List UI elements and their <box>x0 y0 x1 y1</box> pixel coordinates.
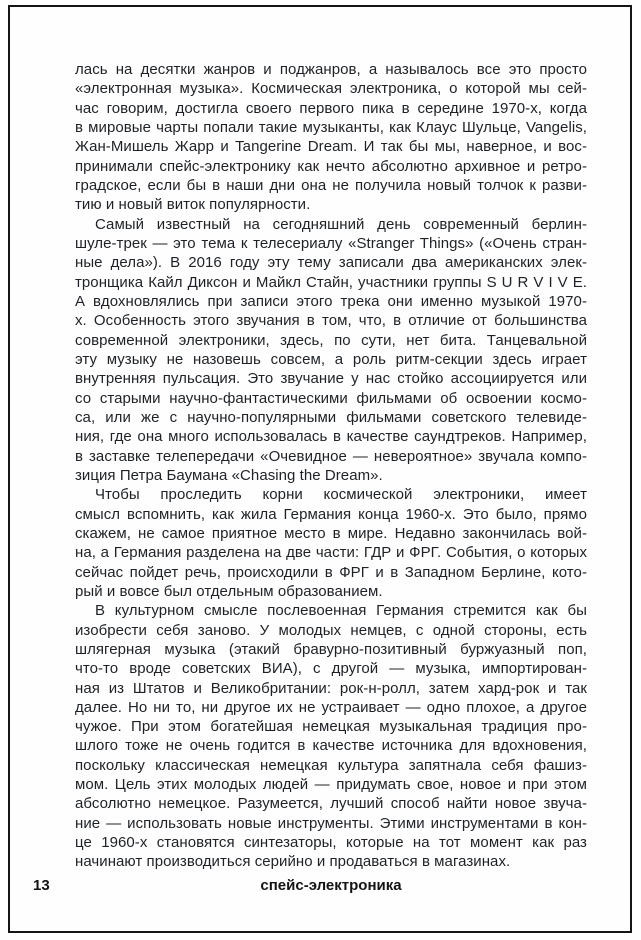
text-line: сейчас пойдет речь, происходили в ФРГ и в Западном Берлине, кото- <box>75 563 587 581</box>
text-line: на, а Германия разделена на две части: ГДР и ФРГ. События, о которых <box>75 544 587 562</box>
text-line: принимали спейс-электронику как нечто абсолютно архивное и ретро- <box>75 157 587 175</box>
page-number: 13 <box>33 877 50 894</box>
text-line: скажем, не самое приятное место в мире. Недавно закончилась вой- <box>75 524 587 542</box>
text-line: час говорим, достигла своего первого пика в середине 1970-х, когда <box>75 99 587 117</box>
text-line: ные дела»). В 2016 году эту тему записали два американских элек- <box>75 254 587 272</box>
text-line: х. Особенность этого звучания в том, что, в отличие от большинства <box>75 312 587 330</box>
text-line: внутренняя пульсация. Это звучание у нас стойко ассоциируется или <box>75 370 587 388</box>
text-line: что-то вроде советских ВИА), с другой — музыка, импортирован- <box>75 660 587 678</box>
paragraph <box>75 601 587 872</box>
paragraph <box>75 485 587 601</box>
text-line: А вдохновлялись при записи этого трека они именно музыкой 1970- <box>75 292 587 310</box>
text-line: Самый известный на сегодняшний день современный берлин- <box>95 215 587 233</box>
text-line: шлого тоже не очень годится в качестве источника для вдохновения, <box>75 737 587 755</box>
text-line: изобрести себя заново. У молодых немцев, с одной стороны, есть <box>75 621 587 639</box>
text-block <box>75 60 587 872</box>
text-line: Жан-Мишель Жарр и Tangerine Dream. И так бы мы, наверное, и вос- <box>75 138 587 156</box>
paragraph <box>75 60 587 215</box>
text-line: смысл вспомнить, как жила Германия конца 1960-х. Это было, прямо <box>75 505 587 523</box>
text-line: мом. Цель этих молодых людей — придумать свое, новое и при этом <box>75 776 587 794</box>
text-line: далее. Но ни то, ни другое их не устраивает — одно плохое, а другое <box>75 698 587 716</box>
text-line: тию и новый виток популярности. <box>75 196 311 214</box>
text-line: рый и вовсе был отдельным образованием. <box>75 582 383 600</box>
text-line: са, или же с научно-популярными фильмами советского телевиде- <box>75 408 587 426</box>
text-line: в мировые чарты попали такие музыканты, как Клаус Шульце, Vangelis, <box>75 118 587 136</box>
text-line: зиция Петра Баумана «Chasing the Dream». <box>75 466 383 484</box>
text-line: шуле-трек — это тема к телесериалу «Stranger Things» («Очень стран- <box>75 234 587 252</box>
text-line: ние — использовать новые инструменты. Этими инструментами в кон- <box>75 814 587 832</box>
text-line: абсолютно немецкое. Разумеется, лучший способ найти новое звуча- <box>75 795 587 813</box>
text-line: эту музыку не назовешь совсем, а роль ритм-секции здесь играет <box>75 350 587 368</box>
text-line: градское, если бы в наши дни она не получила новый толчок к разви- <box>75 176 587 194</box>
text-line: В культурном смысле послевоенная Германия стремится как бы <box>95 602 587 620</box>
text-line: тронщика Кайл Диксон и Майкл Стайн, участники группы S U R V I V E. <box>75 273 587 291</box>
text-line: ния, где она много использовалась в качестве саундтреков. Например, <box>75 428 587 446</box>
paragraph <box>75 215 587 486</box>
text-line: начинают производиться серийно и продаваться в магазинах. <box>75 853 511 871</box>
text-line: современной электроники, здесь, по сути, нет бита. Танцевальной <box>75 331 587 349</box>
text-line: «электронная музыка». Космическая электроника, о которой мы сей- <box>75 80 587 98</box>
text-line: це 1960-х становятся синтезаторы, которые на тот момент как раз <box>75 834 587 852</box>
running-title: спейс-электроника <box>260 877 402 894</box>
text-line: лась на десятки жанров и поджанров, а называлось все это просто <box>75 61 587 78</box>
text-line: в заставке телепередачи «Очевидное — невероятное» звучала компо- <box>75 447 587 465</box>
text-line: чужое. При этом богатейшая немецкая музыкальная традиция про- <box>75 718 587 736</box>
text-line: Чтобы проследить корни космической электроники, имеет <box>95 486 587 504</box>
text-line: шлягерная музыка (этакий бравурно-позитивный буржуазный поп, <box>75 640 587 658</box>
text-line: со старыми научно-фантастическими фильмами об освоении космо- <box>75 389 587 407</box>
text-line: ная из Штатов и Великобритании: рок-н-ролл, затем хард-рок и так <box>75 679 587 697</box>
text-line: поскольку классическая немецкая культура запятнала себя фашиз- <box>75 756 587 774</box>
